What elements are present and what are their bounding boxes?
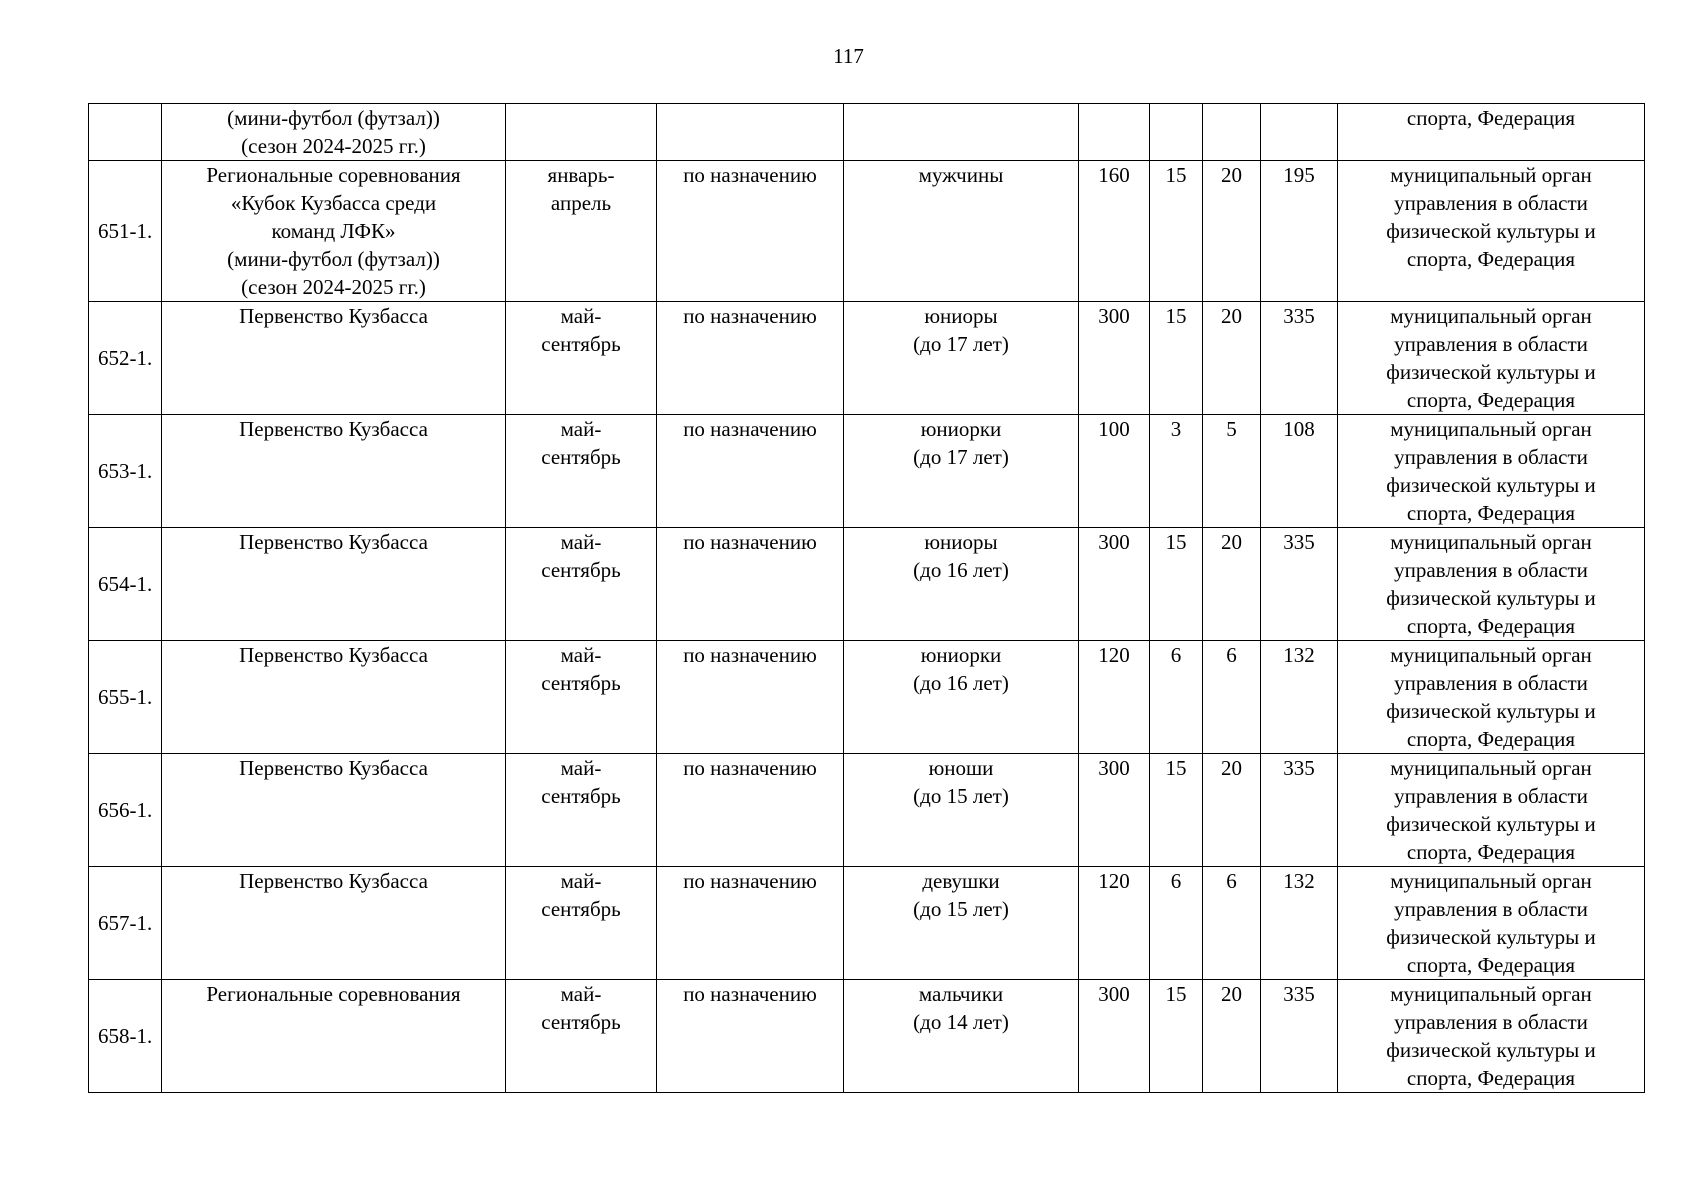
participant-group: юниоры (до 16 лет) (844, 528, 1079, 641)
participant-group (844, 104, 1079, 161)
row-number: 654-1. (89, 528, 162, 641)
participant-group: юниорки (до 17 лет) (844, 415, 1079, 528)
event-place: по назначению (657, 161, 844, 302)
row-number: 653-1. (89, 415, 162, 528)
event-place: по назначению (657, 754, 844, 867)
event-name: Первенство Кузбасса (162, 641, 506, 754)
table-row (89, 867, 1645, 980)
organizer: муниципальный орган управления в области физической культуры и спорта, Федерация (1338, 641, 1645, 754)
row-number: 656-1. (89, 754, 162, 867)
count-1: 160 (1079, 161, 1150, 302)
event-place: по назначению (657, 641, 844, 754)
count-2: 3 (1150, 415, 1203, 528)
participant-group: юниорки (до 16 лет) (844, 641, 1079, 754)
organizer: муниципальный орган управления в области физической культуры и спорта, Федерация (1338, 161, 1645, 302)
count-2: 15 (1150, 302, 1203, 415)
participant-group: мужчины (844, 161, 1079, 302)
count-3: 6 (1203, 641, 1261, 754)
table-row (89, 528, 1645, 641)
event-period: май- сентябрь (506, 980, 657, 1093)
event-name: Первенство Кузбасса (162, 302, 506, 415)
event-name: Первенство Кузбасса (162, 528, 506, 641)
organizer: муниципальный орган управления в области физической культуры и спорта, Федерация (1338, 754, 1645, 867)
count-3: 20 (1203, 980, 1261, 1093)
event-period: май- сентябрь (506, 641, 657, 754)
event-period: май- сентябрь (506, 528, 657, 641)
event-name: Первенство Кузбасса (162, 867, 506, 980)
count-3: 20 (1203, 754, 1261, 867)
organizer: муниципальный орган управления в области физической культуры и спорта, Федерация (1338, 415, 1645, 528)
count-2: 6 (1150, 641, 1203, 754)
event-name: Первенство Кузбасса (162, 754, 506, 867)
count-2 (1150, 104, 1203, 161)
participant-group: мальчики (до 14 лет) (844, 980, 1079, 1093)
count-2: 15 (1150, 980, 1203, 1093)
count-total: 335 (1261, 528, 1338, 641)
participant-group: девушки (до 15 лет) (844, 867, 1079, 980)
event-name: Региональные соревнования «Кубок Кузбасса среди команд ЛФК» (мини-футбол (футзал)) (сезон 2024-2025 гг.) (162, 161, 506, 302)
event-period: май- сентябрь (506, 867, 657, 980)
count-2: 6 (1150, 867, 1203, 980)
table-row (89, 980, 1645, 1093)
count-3: 20 (1203, 302, 1261, 415)
table-row (89, 161, 1645, 302)
event-place: по назначению (657, 867, 844, 980)
event-place: по назначению (657, 980, 844, 1093)
count-total: 132 (1261, 641, 1338, 754)
event-place: по назначению (657, 415, 844, 528)
event-place: по назначению (657, 528, 844, 641)
count-2: 15 (1150, 161, 1203, 302)
event-period: январь- апрель (506, 161, 657, 302)
table-row (89, 302, 1645, 415)
row-number: 652-1. (89, 302, 162, 415)
count-3: 20 (1203, 161, 1261, 302)
count-1: 120 (1079, 867, 1150, 980)
count-1: 300 (1079, 302, 1150, 415)
count-3 (1203, 104, 1261, 161)
count-1 (1079, 104, 1150, 161)
organizer: муниципальный орган управления в области физической культуры и спорта, Федерация (1338, 980, 1645, 1093)
count-1: 100 (1079, 415, 1150, 528)
row-number (89, 104, 162, 161)
table-row (89, 415, 1645, 528)
count-2: 15 (1150, 754, 1203, 867)
event-name: Региональные соревнования (162, 980, 506, 1093)
participant-group: юниоры (до 17 лет) (844, 302, 1079, 415)
event-place: по назначению (657, 302, 844, 415)
row-number: 658-1. (89, 980, 162, 1093)
event-period: май- сентябрь (506, 415, 657, 528)
table-row (89, 641, 1645, 754)
event-period: май- сентябрь (506, 754, 657, 867)
count-1: 300 (1079, 754, 1150, 867)
count-total: 335 (1261, 754, 1338, 867)
page-number: 117 (833, 44, 864, 68)
organizer: муниципальный орган управления в области физической культуры и спорта, Федерация (1338, 528, 1645, 641)
events-table (88, 103, 1645, 1093)
count-3: 6 (1203, 867, 1261, 980)
row-number: 655-1. (89, 641, 162, 754)
count-total (1261, 104, 1338, 161)
event-period: май- сентябрь (506, 302, 657, 415)
organizer: спорта, Федерация (1338, 104, 1645, 161)
table-row (89, 754, 1645, 867)
count-3: 5 (1203, 415, 1261, 528)
row-number: 651-1. (89, 161, 162, 302)
organizer: муниципальный орган управления в области физической культуры и спорта, Федерация (1338, 302, 1645, 415)
event-name: Первенство Кузбасса (162, 415, 506, 528)
count-total: 108 (1261, 415, 1338, 528)
count-1: 300 (1079, 528, 1150, 641)
count-total: 132 (1261, 867, 1338, 980)
count-1: 300 (1079, 980, 1150, 1093)
count-1: 120 (1079, 641, 1150, 754)
count-total: 195 (1261, 161, 1338, 302)
organizer: муниципальный орган управления в области физической культуры и спорта, Федерация (1338, 867, 1645, 980)
count-3: 20 (1203, 528, 1261, 641)
count-2: 15 (1150, 528, 1203, 641)
participant-group: юноши (до 15 лет) (844, 754, 1079, 867)
table-row (89, 104, 1645, 161)
count-total: 335 (1261, 980, 1338, 1093)
event-name: (мини-футбол (футзал)) (сезон 2024-2025 гг.) (162, 104, 506, 161)
row-number: 657-1. (89, 867, 162, 980)
count-total: 335 (1261, 302, 1338, 415)
event-period (506, 104, 657, 161)
event-place (657, 104, 844, 161)
